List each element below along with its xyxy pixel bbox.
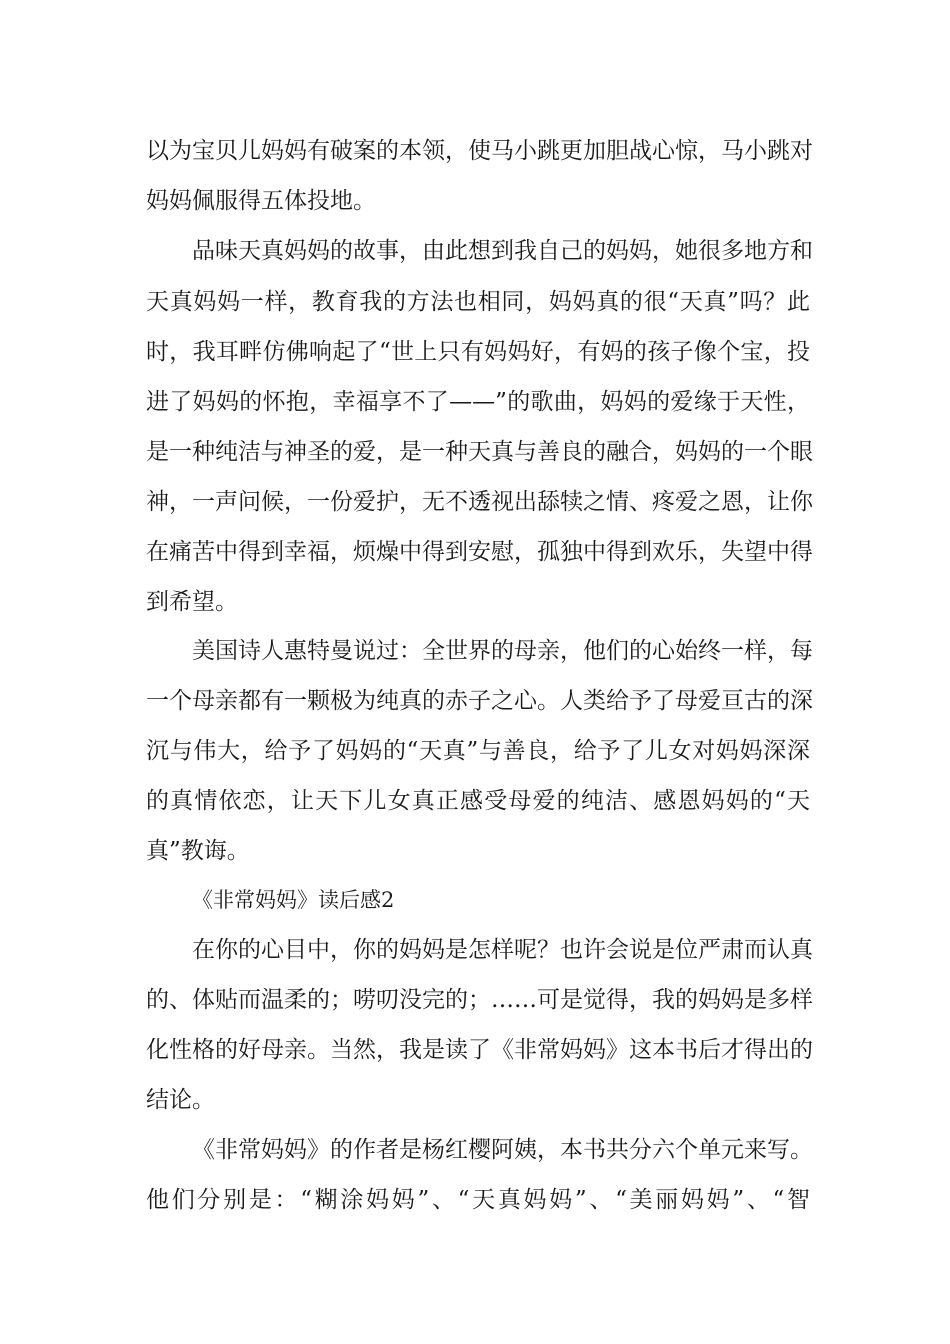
text-line: 是一种纯洁与神圣的爱，是一种天真与善良的融合，妈妈的一个眼 [146, 439, 813, 465]
paragraph-first-line: 品味天真妈妈的故事，由此想到我自己的妈妈，她很多地方和 [192, 238, 813, 264]
section-heading: 《非常妈妈》读后感2 [192, 888, 395, 912]
text-line: 妈妈佩服得五体投地。 [146, 188, 376, 214]
paragraph-first-line: 《非常妈妈》的作者是杨红樱阿姨，本书共分六个单元来写。 [192, 1137, 813, 1163]
text-line: 他们分别是：“糊涂妈妈”、“天真妈妈”、“美丽妈妈”、“智 [146, 1187, 810, 1213]
text-line: 的真情依恋，让天下儿女真正感受母爱的纯洁、感恩妈妈的“天 [146, 788, 810, 814]
paragraph-first-line: 美国诗人惠特曼说过：全世界的母亲，他们的心始终一样，每 [192, 638, 813, 664]
text-line: 天真妈妈一样，教育我的方法也相同，妈妈真的很“天真”吗？此 [146, 289, 810, 315]
text-line: 化性格的好母亲。当然，我是读了《非常妈妈》这本书后才得出的 [146, 1037, 813, 1063]
text-line: 一个母亲都有一颗极为纯真的赤子之心。人类给予了母爱亘古的深 [146, 688, 813, 714]
text-line: 真”教诲。 [146, 838, 250, 864]
text-line: 沉与伟大，给予了妈妈的“天真”与善良，给予了儿女对妈妈深深 [146, 738, 810, 764]
text-line: 的、体贴而温柔的；唠叨没完的；……可是觉得，我的妈妈是多样 [146, 987, 813, 1013]
text-line: 在痛苦中得到幸福，烦燥中得到安慰，孤独中得到欢乐，失望中得 [146, 539, 813, 565]
text-line: 神，一声问候，一份爱护，无不透视出舔犊之情、疼爱之恩，让你 [146, 489, 813, 515]
text-line: 进了妈妈的怀抱，幸福享不了——”的歌曲，妈妈的爱缘于天性， [146, 389, 810, 415]
text-line: 到希望。 [146, 589, 238, 615]
text-line: 结论。 [146, 1087, 215, 1113]
text-line: 时，我耳畔仿佛响起了“世上只有妈妈好，有妈的孩子像个宝，投 [146, 339, 810, 365]
text-line: 以为宝贝儿妈妈有破案的本领，使马小跳更加胆战心惊，马小跳对 [146, 138, 813, 164]
paragraph-first-line: 在你的心目中，你的妈妈是怎样呢？也许会说是位严肃而认真 [192, 937, 813, 963]
